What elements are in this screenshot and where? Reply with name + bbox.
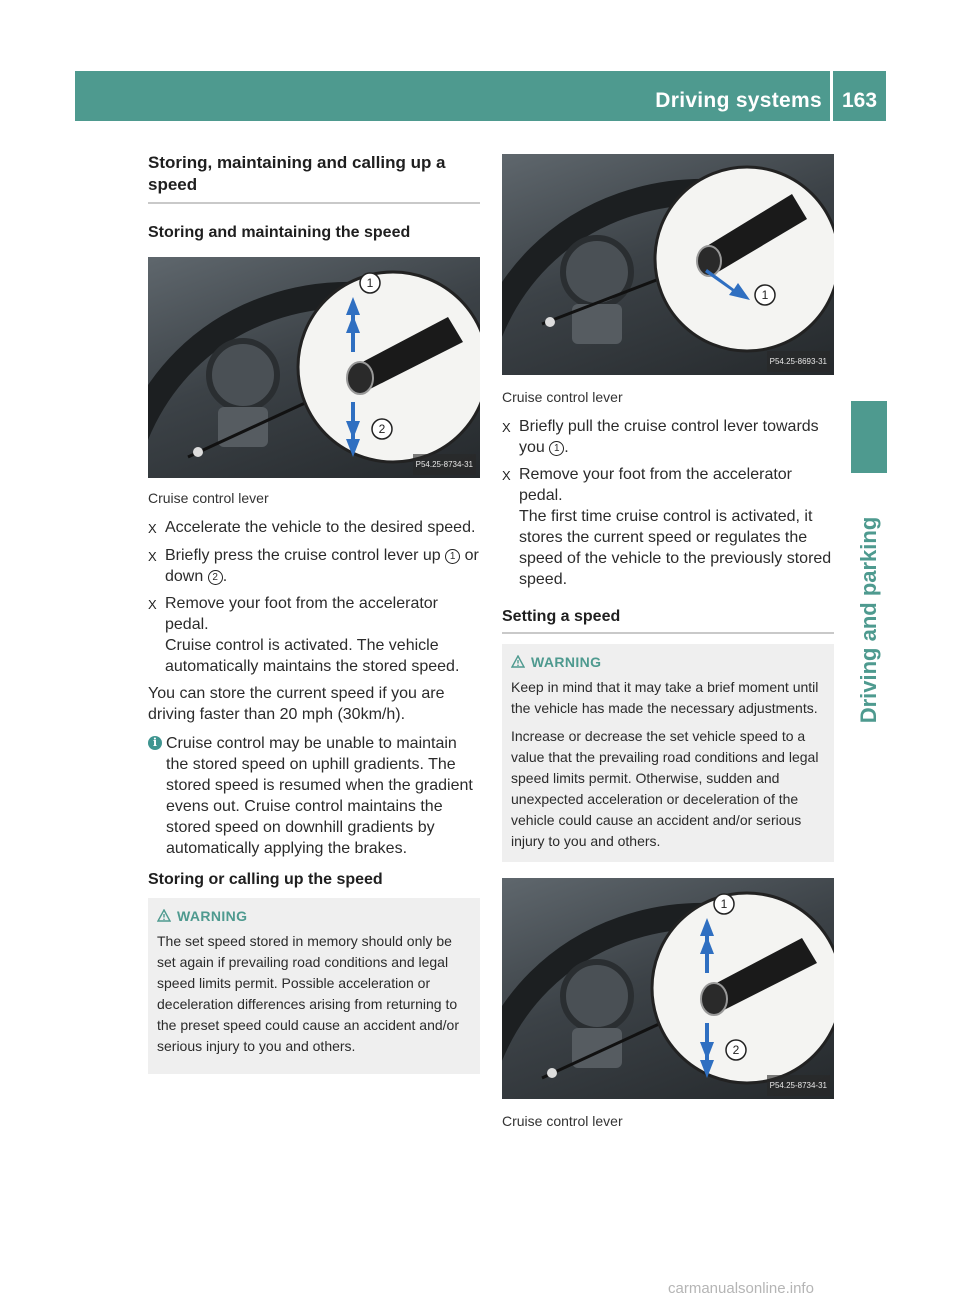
step-item bbox=[148, 593, 480, 677]
callout-ref-1: 1 bbox=[445, 549, 460, 564]
warning-box bbox=[148, 898, 480, 1074]
chapter-side-label: Driving and parking bbox=[856, 516, 881, 724]
warning-text: Keep in mind that it may take a brief moment until the vehicle has made the necessary adjustments. bbox=[511, 679, 819, 716]
warning-title: WARNING bbox=[177, 908, 248, 924]
warning-box bbox=[502, 644, 834, 862]
section-rule bbox=[502, 632, 834, 634]
lever-illustration bbox=[148, 257, 480, 478]
subheading-storing-calling: Storing or calling up the speed bbox=[148, 871, 383, 888]
subheading-setting-speed: Setting a speed bbox=[502, 608, 621, 625]
step-text-part: or down bbox=[165, 547, 479, 585]
step-text bbox=[519, 416, 834, 458]
lever-illustration bbox=[502, 154, 834, 375]
lever-illustration bbox=[502, 878, 834, 1099]
warning-triangle-icon bbox=[511, 653, 525, 674]
figure-code: P54.25-8693-31 bbox=[767, 351, 830, 372]
callout-2: 2 bbox=[378, 422, 386, 436]
step-text bbox=[165, 545, 480, 587]
warning-triangle-icon bbox=[157, 907, 171, 928]
step-text-part: Briefly pull the cruise control lever towards you bbox=[519, 418, 819, 456]
step-item bbox=[502, 464, 834, 590]
figure-caption: Cruise control lever bbox=[502, 389, 623, 405]
step-marker-icon: X bbox=[502, 420, 511, 435]
chapter-tab bbox=[851, 401, 887, 473]
step-marker-icon: X bbox=[502, 468, 511, 483]
figure-code: P54.25-8734-31 bbox=[413, 454, 476, 475]
callout-1: 1 bbox=[366, 276, 374, 290]
info-note bbox=[148, 733, 480, 859]
section-rule bbox=[148, 202, 480, 204]
step-marker-icon: X bbox=[148, 521, 157, 536]
info-icon: i bbox=[148, 736, 162, 750]
step-item bbox=[148, 545, 480, 587]
callout-1: 1 bbox=[720, 897, 728, 911]
step-result-text: The first time cruise control is activated, it stores the current speed or regulates the speed of the vehicle to the previously stored speed. bbox=[519, 508, 832, 588]
right-column bbox=[502, 154, 834, 1140]
step-text: Accelerate the vehicle to the desired speed. bbox=[165, 519, 476, 536]
step-result-text: Cruise control is activated. The vehicle automatically maintains the stored speed. bbox=[165, 637, 460, 675]
callout-1: 1 bbox=[761, 288, 769, 302]
subheading-storing-maintaining: Storing and maintaining the speed bbox=[148, 224, 411, 241]
section-title: Storing, maintaining and calling up a speed bbox=[148, 153, 446, 194]
footer-watermark: carmanualsonline.info bbox=[668, 1280, 814, 1297]
step-item bbox=[502, 416, 834, 458]
page-number: 163 bbox=[841, 89, 878, 112]
warning-header bbox=[511, 652, 826, 674]
left-column bbox=[148, 152, 480, 1074]
step-text-line: Remove your foot from the accelerator pedal. bbox=[165, 595, 439, 633]
figure-caption: Cruise control lever bbox=[148, 490, 269, 506]
step-item bbox=[148, 517, 480, 539]
step-text-line: Remove your foot from the accelerator pedal. bbox=[519, 466, 793, 504]
step-marker-icon: X bbox=[148, 549, 157, 564]
step-marker-icon: X bbox=[148, 597, 157, 612]
figure-lever-up-down bbox=[502, 878, 834, 1099]
warning-text: The set speed stored in memory should only be set again if prevailing road conditions and legal speed limits permit. Possible acceleration or deceleration differences arising from returning to the preset speed could cause an accident and/or serious injury to you and others. bbox=[157, 933, 459, 1054]
step-text bbox=[165, 593, 480, 677]
callout-2: 2 bbox=[732, 1043, 740, 1057]
warning-text: Increase or decrease the set vehicle speed to a value that the prevailing road conditions and legal speed limits permit. Otherwise, sudden and unexpected acceleration or deceleration of the vehicle could cause an accident and/or serious injury to you and others. bbox=[511, 728, 819, 849]
chapter-title: Driving systems bbox=[655, 89, 822, 112]
step-text bbox=[519, 464, 834, 590]
step-text-part: . bbox=[222, 568, 228, 585]
figure-lever-up-down bbox=[148, 257, 480, 478]
step-text-part: . bbox=[564, 439, 569, 456]
figure-caption: Cruise control lever bbox=[502, 1113, 623, 1129]
callout-ref-2: 2 bbox=[208, 570, 223, 585]
figure-lever-pull bbox=[502, 154, 834, 375]
warning-title: WARNING bbox=[531, 654, 602, 670]
callout-ref-1: 1 bbox=[549, 441, 564, 456]
info-text: Cruise control may be unable to maintain the stored speed on uphill gradients. The stored speed is resumed when the gradient evens out. Cruise control maintains the stored speed on downhill gradients by automatically applying the brakes. bbox=[166, 735, 473, 857]
body-paragraph: You can store the current speed if you are driving faster than 20 mph (30km/h). bbox=[148, 685, 445, 723]
step-text-part: Briefly press the cruise control lever up bbox=[165, 547, 441, 564]
page-header bbox=[75, 71, 886, 121]
warning-header bbox=[157, 906, 472, 928]
figure-code: P54.25-8734-31 bbox=[767, 1075, 830, 1096]
